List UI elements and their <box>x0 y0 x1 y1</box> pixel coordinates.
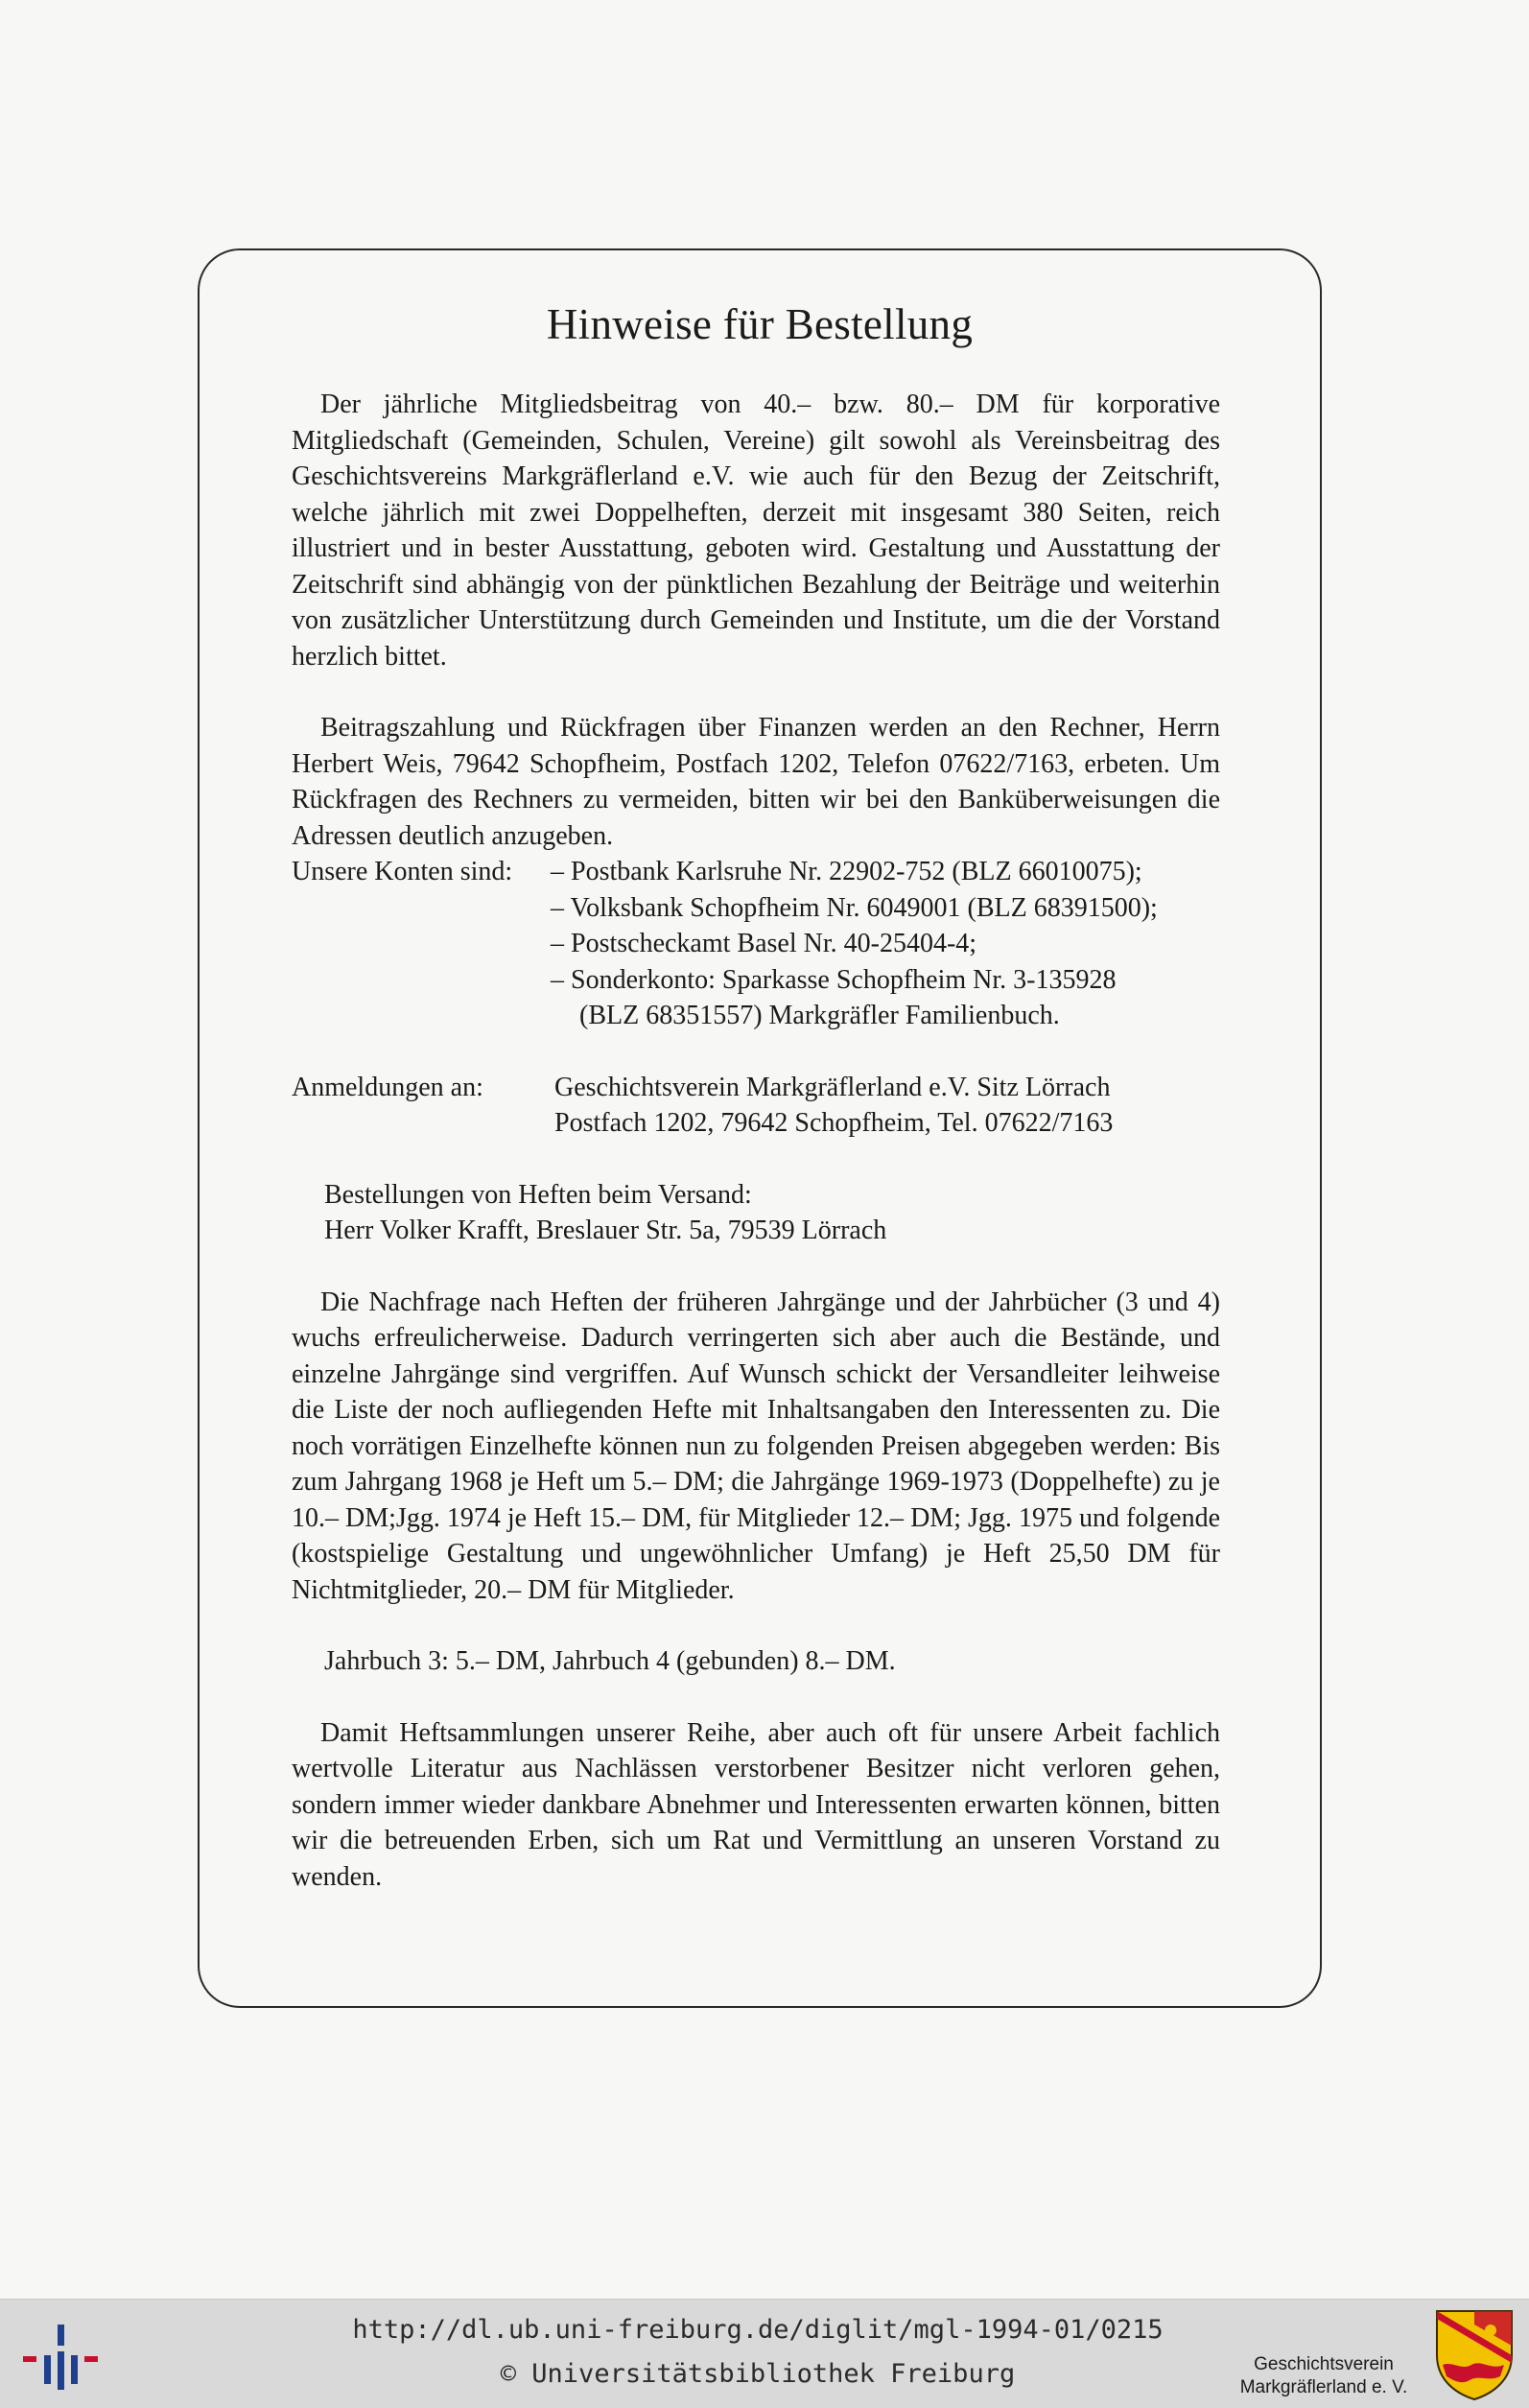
society-name <box>1218 2353 1429 2399</box>
bank-account-item: – Postscheckamt Basel Nr. 40-25404-4; <box>551 929 977 958</box>
society-name-line: Geschichtsverein <box>1254 2354 1394 2374</box>
paragraph-yearbook-prices: Jahrbuch 3: 5.– DM, Jahrbuch 4 (gebunden) 8.– DM. <box>324 1646 896 1676</box>
paragraph-estates: Damit Heftsammlungen unserer Reihe, aber auch oft für unsere Arbeit fachlich wertvolle Literatur aus Nachlässen verstorbener Besitzer nicht verloren gehen, sondern immer wieder dankbare Abnehmer und Interessenten erwarten können, bitten wir die betreuenden Erben, sich um Rat und Vermittlung an unseren Vorstand zu wenden. <box>292 1717 1220 1892</box>
registration-line: Geschichtsverein Markgräflerland e.V. Sitz Lörrach <box>554 1072 1111 1102</box>
page-title: Hinweise für Bestellung <box>546 300 974 348</box>
bank-accounts <box>292 854 1220 1034</box>
orders-contact: Herr Volker Krafft, Breslauer Str. 5a, 79539 Lörrach <box>324 1216 887 1245</box>
paragraph-demand: Die Nachfrage nach Heften der früheren Jahrgänge und der Jahrbücher (3 und 4) wuchs erfreulicherweise. Dadurch verringerten sich aber auch die Bestände, und einzelne Jahrgänge sind vergriffen. Auf Wunsch schickt der Versandleiter leihweise die Liste der noch aufliegenden Hefte mit Inhaltsangaben den Interessenten zu. Die noch vorrätigen Einzelhefte können nun zu folgenden Preisen abgegeben werden: Bis zum Jahrgang 1968 je Heft um 5.– DM; die Jahrgänge 1969-1973 (Doppelhefte) zu je 10.– DM;Jgg. 1974 je Heft 15.– DM, für Mitglieder 12.– DM; Jgg. 1975 und folgende (kostspielige Gestaltung und ungewöhnlicher Umfang) je Heft 25,50 DM für Nichtmitglieder, 20.– DM für Mitglieder. <box>292 1287 1220 1605</box>
copyright-notice: © Universitätsbibliothek Freiburg <box>500 2359 1016 2389</box>
society-name-line: Markgräflerland e. V. <box>1239 2377 1408 2397</box>
coat-of-arms-icon <box>1433 2307 1516 2401</box>
bank-accounts-list <box>551 854 1220 1034</box>
registration-block <box>292 1070 1220 1142</box>
registration-address <box>554 1070 1220 1142</box>
viewer-footer <box>0 2299 1529 2408</box>
bank-account-item: – Volksbank Schopfheim Nr. 6049001 (BLZ 68391500); <box>551 892 1158 923</box>
bank-account-continuation: (BLZ 68351557) Markgräfler Familienbuch. <box>579 1001 1060 1030</box>
registration-line: Postfach 1202, 79642 Schopfheim, Tel. 07622/7163 <box>554 1108 1114 1138</box>
bank-accounts-label: Unsere Konten sind: <box>292 857 513 886</box>
university-library-logo-icon <box>17 2311 104 2397</box>
bank-account-item: – Postbank Karlsruhe Nr. 22902-752 (BLZ 66010075); <box>551 857 1142 886</box>
orders-heading: Bestellungen von Heften beim Versand: <box>324 1179 752 1210</box>
paragraph-membership: Der jährliche Mitgliedsbeitrag von 40.– bzw. 80.– DM für korporative Mitgliedschaft (Gemeinden, Schulen, Vereine) gilt sowohl als Vereinsbeitrag des Geschichtsvereins Markgräflerland e.V. wie auch für den Bezug der Zeitschrift, welche jährlich mit zwei Doppelheften, derzeit mit insgesamt 380 Seiten, reich illustriert und in bester Ausstattung, geboten wird. Gestaltung und Ausstattung der Zeitschrift sind abhängig von der pünktlichen Bezahlung der Beiträge und weiterhin von zusätzlicher Unterstützung durch Gemeinden und Institute, um die der Vorstand herzlich bittet. <box>292 390 1220 672</box>
bank-account-item: – Sonderkonto: Sparkasse Schopfheim Nr. 3-135928 <box>551 964 1117 995</box>
page-content <box>292 387 1220 1895</box>
permalink-url[interactable]: http://dl.ub.uni-freiburg.de/diglit/mgl-1994-01/0215 <box>352 2315 1164 2345</box>
paragraph-payment: Beitragszahlung und Rückfragen über Finanzen werden an den Rechner, Herrn Herbert Weis, 79642 Schopfheim, Postfach 1202, Telefon 07622/7163, erbeten. Um Rückfragen des Rechners zu vermeiden, bitten wir bei den Banküberweisungen die Adressen deutlich anzugeben. <box>292 713 1220 851</box>
registration-label: Anmeldungen an: <box>292 1072 483 1102</box>
